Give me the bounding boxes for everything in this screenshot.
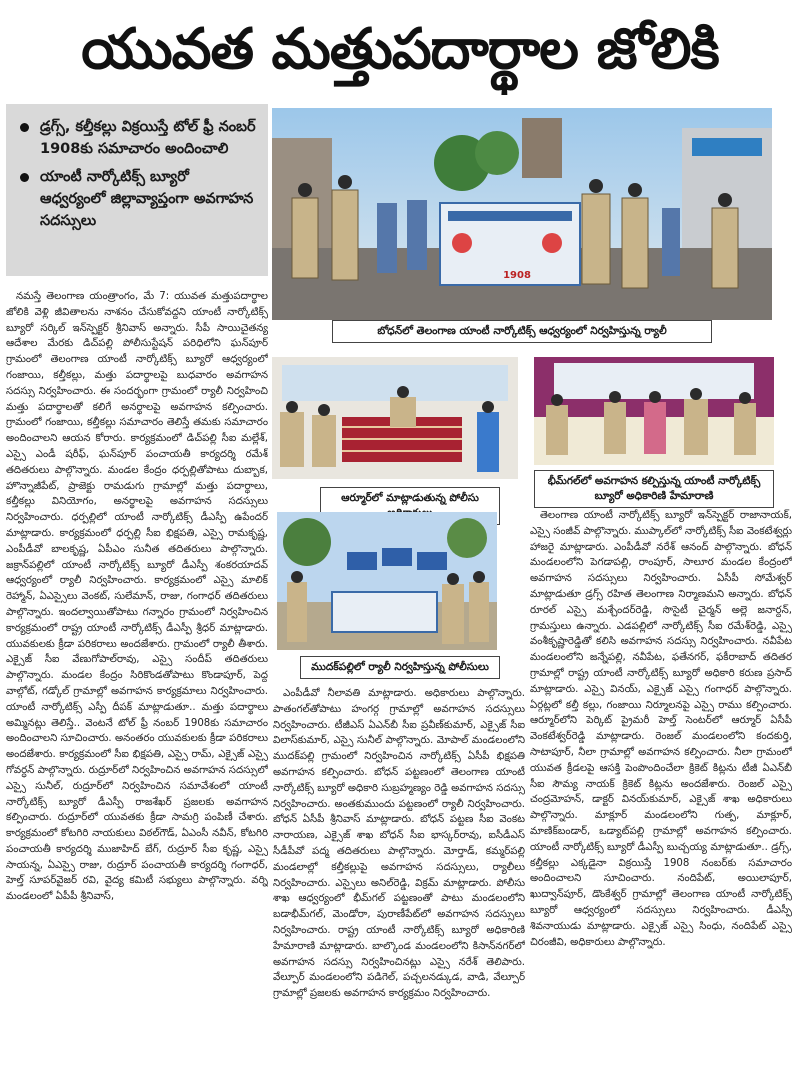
headline: యువత మత్తుపదార్థాల జోలికి [81, 17, 719, 82]
armoor-photo [272, 357, 518, 479]
rally-photo [272, 108, 772, 320]
bheemgal-photo [534, 357, 774, 465]
article-column-right [530, 508, 792, 1088]
caption-armoor: ఆర్మూర్‌లో మాట్లాడుతున్న పోలీసు [320, 487, 500, 525]
bullet-item: డ్రగ్స్, కల్తీకల్లు విక్రయిస్తే టోల్ ఫ్రీ నంబర్ 1908కు సమాచారం అందించాలి [18, 116, 258, 160]
caption-bheemgal: భీమ్‌గల్‌లో అవగాహన కల్పిస్తున్న యాంటీ నార్కోటిక్స్ బ్యూరో అధికారిణి హేమారాణి [534, 470, 774, 508]
caption-mudakpally: ముదక్‌పల్లిలో ర్యాలీ నిర్వహిస్తున్న పోలీసులు [300, 656, 500, 679]
bullet-item: యాంటీ నార్కోటిక్స్ బ్యూరో ఆధ్వర్యంలో జిల్లావ్యాప్తంగా అవగాహన సదస్సులు [18, 166, 258, 232]
mudakpally-photo [277, 512, 497, 650]
article-text: తెలంగాణ యాంటీ నార్కోటిక్స్ బ్యూరో ఇన్‌స్పెక్టర్ రాజానాయక్, ఎస్సై సంజీవ్ పాల్గొన్నారు. ముప్కాల్‌లో నార్కోటిక్స్ సీఐ వెంకటేశ్వర్లు హాజరై మాట్లాడారు. ఎంపీడీవో నరేశ్ ఆనంద్ పాల్గొన్నారు. బోధన్ మండలంలోని పెగడాపల్లి, రాంపూర్, సాలూర మండల కేంద్రంలో అవగాహన సదస్సులు నిర్వహించారు. ఏసీపీ సోమేశ్వర్ మాట్లాడుతూ డ్రగ్స్ రహిత తెలంగాణ నిర్మాణమని అన్నారు. బోధన్ రూరల్ ఎస్సై మశ్చేందర్‌రెడ్డి, సొసైటీ చైర్మన్ అల్లె జనార్దన్, గ్రామస్తులు ఉన్నారు. ఎడపల్లిలో నార్కోటిక్స్ సీఐ రమేశ్‌రెడ్డి, ఎస్సై వంశీకృష్ణారెడ్డితో కలిసి అవగాహన సదస్సు నిర్వహించారు. నవీపేట మండలంలోని జన్నేపల్లి, నవీపేట, ఫతేనగర్, ఫకీరాబాద్ తదితర గ్రామాల్లో రాష్ట్ర యాంటీ నార్కోటిక్స్ బ్యూరో అధికారి కరుణ ప్రసాద్ మాట్లాడారు. ఎస్సై వినయ్, ఎక్సైజ్ ఎస్సై గంగాధర్ పాల్గొన్నారు. ఏర్గట్లలో కల్తీ కల్లు, గంజాయి నిర్మూలనపై ఎస్సై రాము కల్పించారు. ఆర్మూర్‌లోని పెర్కిట్ ప్రైమరీ హెల్త్ సెంటర్‌లో ఆర్మూర్ ఏసీపీ వెంకటేశ్వర్‌రెడ్డి మాట్లాడారు. రెంజల్ మండలంలోని కందకుర్తి, సాటాపూర్, నీలా గ్రామాల్లో అవగాహన కల్పించారు. నీలా గ్రామంలో యువత క్రీడలపై ఆసక్తి పెంపొందించేలా క్రికెట్ కిట్లను టీజీ ఏఎన్‌బీ సీఐ సౌమ్య నాయక్ క్రికెట్ కిట్లను అందజేశారు. రెంజల్ ఎస్సై చంద్రమోహన్, డాక్టర్ వినయ్‌కుమార్, ఎక్సైజ్ శాఖ అధికారులు పాల్గొన్నారు. మాక్లూర్ మండలంలోని గుత్ప, మాక్లూర్, మాణిక్‌బండార్, ఒడ్యాట్‌పల్లి గ్రామాల్లో అవగాహన కల్పించారు. యాంటీ నార్కోటిక్స్ బ్యూరో డీఎస్పీ బుచ్చయ్య మాట్లాడుతూ.. డ్రగ్స్, కల్తీకల్లు ఎక్కడైనా విక్రయిస్తే 1908 నంబర్‌కు సమాచారం అందించాలని సూచించారు. నందిపేట్, అయిలాపూర్, ఖుద్వాన్‌పూర్, డొంకేశ్వర్ గ్రామాల్లో తెలంగాణ యాంటీ నార్కోటిక్స్ బ్యూరో ఆధ్వర్యంలో సదస్సులు నిర్వహించారు. డీఎస్పీ శివనాయుడు మాట్లాడారు. ఎక్సైజ్ ఎస్సై సింధు, నందిపేట్ ఎస్సై చిరంజీవి, అధికారులు పాల్గొన్నారు. [530, 510, 792, 948]
article-column-middle [273, 686, 525, 1086]
subheadline-box [6, 104, 268, 276]
caption-rally: బోధన్‌లో తెలంగాణ యాంటీ నార్కోటిక్స్ ఆధ్వర్యంలో నిర్వహిస్తున్న ర్యాలీ [332, 320, 712, 343]
article-text: నమస్తే తెలంగాణ యంత్రాంగం, మే 7: యువత మత్తుపదార్థాల జోలికి వెళ్లి జీవితాలను నాశనం చేసుకోవద్దని యాంటీ నార్కోటిక్స్ బ్యూరో సర్కిల్ ఇన్‌స్పెక్టర్ శ్రీనివాస్ అన్నారు. సీపీ సాయిచైతన్య ఆదేశాల మేరకు డిచ్‌పల్లి పోలీసుస్టేషన్ పరిధిలోని ఘన్‌పూర్ గ్రామంలో తెలంగాణ యాంటీ నార్కోటిక్స్ బ్యూరో ఆధ్వర్యంలో గంజాయి, కల్తీకల్లు, మత్తు పదార్థాలపై బుధవారం అవగాహన సదస్సు నిర్వహించారు. ఈ సందర్భంగా గ్రామంలో ర్యాలీ నిర్వహించి మత్తు పదార్థాలతో కలిగే అనర్థాలపై అవగాహన కల్పించారు. గ్రామంలో గంజాయి, కల్తీకల్లు సమాచారం తెలిస్తే తమకు సమాచారం అందించాలని ఆయన కోరారు. కార్యక్రమంలో డిచ్‌పల్లి సీఐ మల్లేశ్, ఎస్సై ఎండీ షరీఫ్, ఘన్‌పూర్ పంచాయతీ కార్యదర్శి రమేశ్ తదితరులు పాల్గొన్నారు. మండల కేంద్రం ధర్పల్లితోపాటు దుబ్బాక, హొన్నాజీపేట్, ప్రాజెక్టు రామడుగు గ్రామాల్లో మత్తు పదార్థాలు, కల్తీకల్లు వినియోగం, అనర్థాలపై అవగాహన సదస్సులు నిర్వహించారు. ధర్పల్లిలో యాంటీ నార్కోటిక్స్ డీఎస్పీ ఉపేందర్ మాట్లాడారు. కార్యక్రమంలో ధర్పల్లి సీఐ భిక్షపతి, ఎస్సై రామకృష్ణ, ఎంపీడీవో బాలకృష్ణ, ఏపీఎం సునీత తదితరులు పాల్గొన్నారు. జక్రాన్‌పల్లిలో యాంటీ నార్కోటిక్స్ బ్యూరో డీఎస్పీ శంకరయాదవ్ ఆధ్వర్యంలో ర్యాలీ నిర్వహించారు. కార్యక్రమంలో ఎస్సై మాలిక్ రెహ్మాన్, ఏఎస్సైలు వెంకట్, సులేమాన్, రాజు, గంగాధర్ తదితరులు పాల్గొన్నారు. ఇందల్వాయితోపాటు గన్నారం గ్రామంలో నిర్వహించిన కార్యక్రమంలో రాష్ట్ర యాంటీ నార్కోటిక్స్ డీఎస్పీ శ్రీధర్ మాట్లాడారు. యువకులకు క్రీడా పరికరాలు అందజేశారు. గ్రామంలో ర్యాలీ తీశారు. ఎక్సైజ్ సీఐ వేణుగోపాల్‌రావు, ఎస్సై సందీప్ తదితరులు పాల్గొన్నారు. మండల కేంద్రం సిరికొండతోపాటు కొండాపూర్, పెద్ద వాల్గోట్, గడ్కోల్ గ్రామాల్లో అవగాహన కార్యక్రమాలు నిర్వహించారు. యాంటీ నార్కోటిక్స్ ఎస్పీ దీపక్ మాట్లాడుతూ.. మత్తు పదార్థాలు అమ్మినట్లు తెలిస్తే.. వెంటనే టోల్ ఫ్రీ నంబర్ 1908కు సమాచారం అందించాలని సూచించారు. అనంతరం యువకులకు క్రీడా పరికరాలు అందజేశారు. కార్యక్రమంలో సీఐ భిక్షపతి, ఎస్సై రామ్, ఎక్సైజ్ ఎస్సై గోవర్ధన్ పాల్గొన్నారు. రుద్రూర్‌లో నిర్వహించిన అవగాహన సదస్సులో ఎస్సై సునీల్, రుద్రూర్‌లో నిర్వహించిన సమావేశంలో యాంటీ నార్కోటిక్స్ బ్యూరో డీఎస్పీ రాజశేఖర్ ప్రజలకు అవగాహన కల్పించారు. రుద్రూర్‌లో యువతకు క్రీడా సామగ్రి పంపిణీ చేశారు. కార్యక్రమంలో కోటగిరి నాయకులు విఠల్‌గౌడ్, ఏఎంసీ నవీన్, కోటగిరి పంచాయతీ కార్యదర్శి ముజాహిద్ బేగ్, రుద్రూర్ సీఐ కృష్ణ, ఎస్సై సాయన్న, ఏఎస్సై రాజు, రుద్రూర్ పంచాయతీ కార్యదర్శి గంగాధర్, హెల్త్ సూపర్‌వైజర్ రవి, వైద్య కమిటీ సభ్యులు పాల్గొన్నారు. వర్ని మండలంలో ఏపీపీ శ్రీనివాస్, [6, 291, 268, 903]
banner-number: 1908 [503, 270, 531, 281]
article-text: ఎంపీడీవో నీలావతి మాట్లాడారు. అధికారులు పాల్గొన్నారు. పాతంగల్‌తోపాటు హంగర్గ గ్రామాల్లో అవగాహన సదస్సులు నిర్వహించారు. టీజీఎస్ ఏఎన్‌బీ సీఐ ప్రవీణ్‌కుమార్, ఎక్సైజ్ సీఐ విలాస్‌కుమార్, ఎస్సై సునీల్ పాల్గొన్నారు. మోపాల్ మండలంలోని ముదక్‌పల్లి గ్రామంలో నిర్వహించిన నార్కోటిక్స్ ఏసీపీ భిక్షపతి అవగాహన కల్పించారు. బోధన్ పట్టణంలో తెలంగాణ యాంటీ నార్కోటిక్స్ బ్యూరో అధికారి సుబ్రహ్మణ్యం రెడ్డి అవగాహన సదస్సు నిర్వహించారు. అంతకుముందు పట్టణంలో ర్యాలీ నిర్వహించారు. బోధన్ ఏసీపీ శ్రీనివాస్ మాట్లాడారు. బోధన్ పట్టణ సీఐ వెంకట నారాయణ, ఎక్సైజ్ శాఖ బోధన్ సీఐ భాస్కర్‌రావు, ఐసీడీఎస్ సీడీపీవో పద్మ తదితరులు పాల్గొన్నారు. మోర్తాడ్, కమ్మర్‌పల్లి మండలాల్లో కల్తీకల్లుపై అవగాహన సదస్సులు, ర్యాలీలు నిర్వహించారు. ఎస్సైలు అనిల్‌రెడ్డి, విక్రమ్ మాట్లాడారు. పోలీసు శాఖ ఆధ్వర్యంలో భీమ్‌గల్ పట్టణంతో పాటు మండలంలోని బడాభీమ్‌గల్, మెండోరా, పురాణీపేట్‌లో అవగాహన సదస్సులు నిర్వహించారు. రాష్ట్ర యాంటీ నార్కోటిక్స్ బ్యూరో అధికారిణి హేమారాణి మాట్లాడారు. బాల్కొండ మండలంలోని కిసాన్‌నగర్‌లో అవగాహన సదస్సు నిర్వహించినట్లు ఎస్సై నరేశ్ తెలిపారు. వేల్పూర్ మండలంలోని పడిగెల్, పచ్చలనడ్కుడ, వాడి, వేల్పూర్ గ్రామాల్లో ప్రజలకు అవగాహన కార్యక్రమం నిర్వహించారు. [273, 688, 525, 1000]
article-column-left [6, 289, 268, 1089]
